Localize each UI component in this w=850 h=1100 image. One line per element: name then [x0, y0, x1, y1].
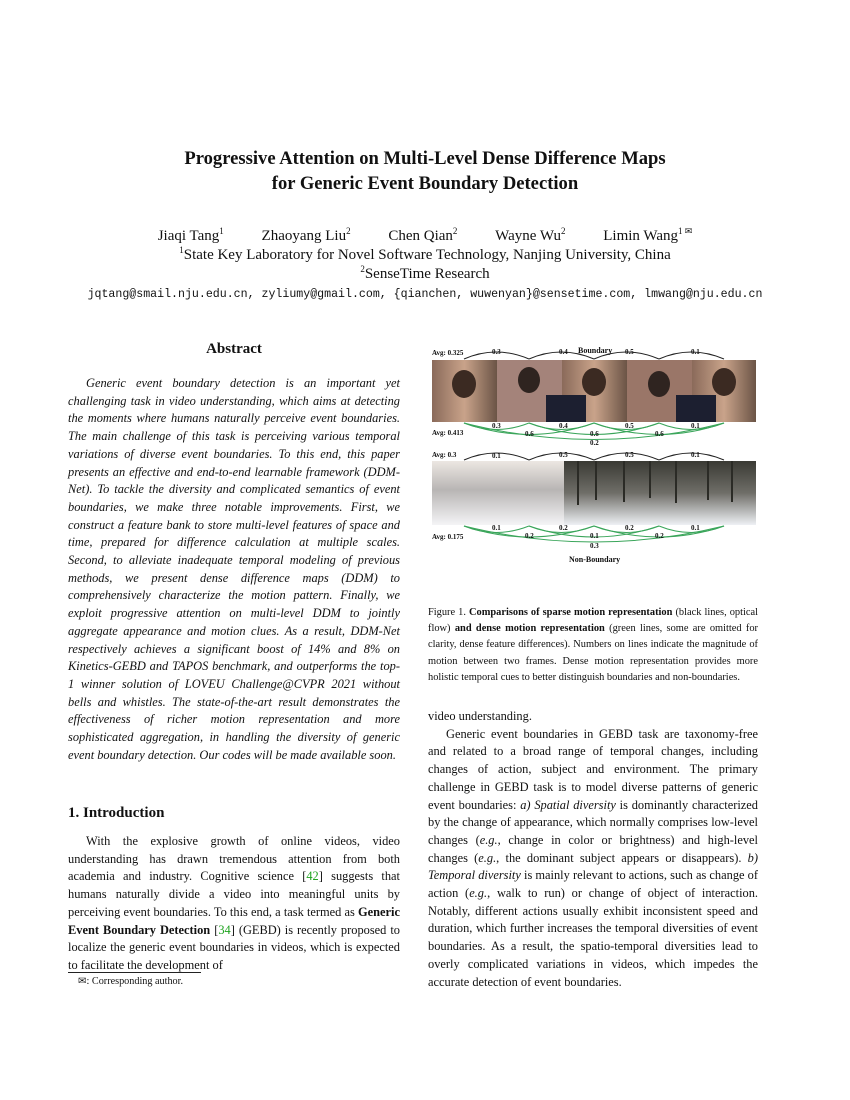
section-heading-introduction: 1. Introduction: [68, 805, 165, 821]
motion-value: 0.5: [625, 451, 634, 459]
motion-value: 0.6: [525, 430, 534, 438]
motion-value: 0.6: [590, 430, 599, 438]
paper-title: [0, 146, 850, 196]
figure-1-caption: Figure 1. Comparisons of sparse motion representation (black lines, optical flow) and dense motion representation (green lines, some are omitted for clarity, dense feature differences). Numbers on lines indicate the magnitude of motion between two frames. Dense motion representation provides more holistic temporal cues to better distinguish boundaries and non-boundaries.: [428, 607, 758, 683]
title-line-2: for Generic Event Boundary Detection: [271, 173, 579, 194]
intro-continued: [428, 708, 758, 991]
non-boundary-label: Non-Boundary: [569, 555, 621, 564]
motion-value: 0.2: [525, 532, 534, 540]
motion-value: 0.3: [590, 542, 599, 550]
motion-value: 0.5: [625, 422, 634, 430]
abstract-heading: Abstract: [206, 341, 262, 357]
footnote-rule: [68, 972, 201, 973]
intro-paragraph-1: With the explosive growth of online videos, video understanding has drawn tremendous attention from both academia and industry. Cognitive science [42] suggests that humans naturally divide a video into meaningful units by perceiving event boundaries. To this end, a task termed as Generic Event Boundary Detection [34] (GEBD) is recently proposed to localize the generic event boundaries in videos, which is expected to facilitate the development of: [68, 834, 400, 972]
motion-value: 0.2: [559, 524, 568, 532]
boundary-frame-strip: [432, 360, 756, 422]
motion-value: 0.2: [590, 439, 599, 447]
intro-paragraph-1-end: video understanding.: [428, 709, 532, 723]
motion-value: 0.2: [625, 524, 634, 532]
boundary-label: Boundary: [578, 346, 613, 355]
motion-value: 0.5: [625, 348, 634, 356]
motion-value: 0.6: [655, 430, 664, 438]
motion-value: 0.2: [655, 532, 664, 540]
citation-link[interactable]: 34: [218, 922, 231, 937]
affiliation-2: $^2$SenseTime Research: [360, 264, 490, 282]
avg-label: Avg: 0.325: [432, 349, 464, 357]
motion-value: 0.1: [691, 524, 700, 532]
intro-paragraph-2: Generic event boundaries in GEBD task are taxonomy-free and related to a broad range of temporal changes, including changes of action, subject and environment. The primary challenge in GEBD task is to model diverse patterns of generic event boundaries: a) Spatial diversity is dominantly characterized by the change of appearance, which normally comprises low-level changes (e.g., change in color or brightness) and high-level changes (e.g., the dominant subject appears or disappears). b) Temporal diversity is mainly relevant to actions, such as change of action (e.g., walk to run) or change of object of interaction. Notably, different actions usually exhibit inconsistent speed and duration, which further increases the temporal diversities of event boundaries. As a result, the spatio-temporal diversities lead to overly complicated variations in videos, which impedes the accurate detection of event boundaries.: [428, 726, 758, 989]
author: Limin Wang$^{1 ✉}$: [603, 226, 693, 244]
motion-value: 0.1: [492, 452, 501, 460]
author: Zhaoyang Liu$^2$: [261, 226, 351, 244]
citation-link[interactable]: 42: [306, 869, 319, 884]
author: Jiaqi Tang$^1$: [157, 226, 224, 244]
avg-label: Avg: 0.175: [432, 533, 464, 541]
motion-value: 0.4: [559, 348, 568, 356]
motion-value: 0.3: [492, 348, 501, 356]
motion-value: 0.1: [691, 422, 700, 430]
motion-value: 0.3: [492, 422, 501, 430]
avg-label: Avg: 0.3: [432, 451, 457, 459]
author: Chen Qian$^2$: [388, 226, 458, 244]
author: Wayne Wu$^2$: [495, 226, 566, 244]
figure-1: [428, 340, 760, 570]
abstract-text: Generic event boundary detection is an important yet challenging task in video understanding, which aims at detecting the moments where humans naturally perceive event boundaries. The main challenge of this task is perceiving various temporal variations of diverse event boundaries. To this end, this paper presents an effective and end-to-end learnable framework (DDM-Net). To tackle the diversity and complicated semantics of event boundaries, we make three notable improvements. First, we construct a feature bank to store multi-level features of space and time, prepared for difference calculation at multiple scales. Second, to alleviate inadequate temporal modeling of previous methods, we present dense difference maps (DDM) to comprehensively characterize the motion pattern. Finally, we exploit progressive attention on multi-level DDM to jointly aggregate appearance and motion clues. As a result, DDM-Net respectively achieves a significant boost of 14% and 8% on Kinetics-GEBD and TAPOS benchmark, and outperforms the top-1 winner solution of LOVEU Challenge@CVPR 2021 without bells and whistles. The state-of-the-art result demonstrates the effectiveness of richer motion representation and more sophisticated aggregation, in handling the diversity of generic event boundary detection. Our codes will be made available soon.: [68, 376, 400, 762]
motion-value: 0.1: [691, 348, 700, 356]
title-line-1: Progressive Attention on Multi-Level Dense Difference Maps: [184, 148, 666, 169]
motion-value: 0.4: [559, 422, 568, 430]
author-emails: jqtang@smail.nju.edu.cn, zyliumy@gmail.com, {qianchen, wuwenyan}@sensetime.com, lmwang@nju.edu.cn: [87, 288, 763, 301]
motion-value: 0.1: [492, 524, 501, 532]
motion-value: 0.1: [691, 451, 700, 459]
affiliation-1: $^1$State Key Laboratory for Novel Software Technology, Nanjing University, China: [179, 245, 671, 263]
motion-value: 0.1: [590, 532, 599, 540]
avg-label: Avg: 0.413: [432, 429, 464, 437]
video-frame: [432, 461, 564, 525]
author-list: [0, 226, 850, 245]
video-frame: [692, 461, 756, 525]
motion-value: 0.5: [559, 451, 568, 459]
video-frame: [564, 461, 692, 525]
footnote: ✉: Corresponding author.: [78, 976, 184, 987]
non-boundary-frame-strip: [432, 461, 756, 525]
